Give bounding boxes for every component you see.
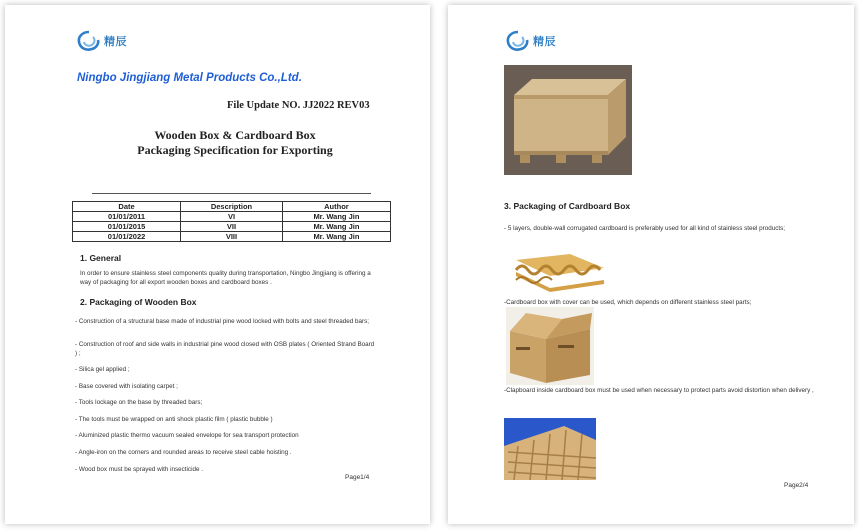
list-item: - Construction of a structural base made of industrial pine wood locked with bolts and steel threaded bars;	[75, 318, 370, 325]
list-item: -Clapboard inside cardboard box must be used when necessary to protect parts avoid distortion when delivery ,	[504, 387, 814, 394]
logo-text: 精辰	[104, 36, 127, 48]
cell-author: Mr. Wang Jin	[282, 222, 390, 232]
section-heading-general: 1. General	[80, 253, 122, 263]
general-paragraph: In order to ensure stainless steel components quality during transportation, Ningbo Jingjiang is offering a way of packaging for all export wooden boxes and cardboard boxes .	[80, 270, 371, 286]
header-description: Description	[181, 202, 283, 212]
table-header-row	[73, 202, 391, 212]
title-line-1: Wooden Box & Cardboard Box	[154, 128, 316, 142]
list-item: - 5 layers, double-wall corrugated cardboard is preferably used for all kind of stainless steel products;	[504, 225, 786, 232]
list-item: - Aluminized plastic thermo vacuum sealed envelope for sea transport protection	[75, 432, 299, 439]
list-item: - Construction of roof and side walls in industrial pine wood closed with OSB plates ( Oriented Strand Board ) ;	[75, 341, 375, 357]
document-page-1	[5, 5, 430, 524]
cell-description: VII	[181, 222, 283, 232]
cell-author: Mr. Wang Jin	[282, 232, 390, 242]
list-item: - Tools lockage on the base by threaded bars;	[75, 399, 203, 406]
corrugated-cardboard-illustration	[512, 250, 607, 295]
list-item: - The tools must be wrapped on anti shock plastic film ( plastic bubble )	[75, 416, 273, 423]
cell-date: 01/01/2022	[73, 232, 181, 242]
table-row	[73, 232, 391, 242]
section-heading-cardboard-box: 3. Packaging of Cardboard Box	[504, 201, 631, 211]
list-item: -Cardboard box with cover can be used, which depends on different stainless steel parts;	[504, 299, 752, 306]
revision-table	[72, 201, 391, 242]
logo-swirl-icon	[505, 29, 531, 53]
page-number: Page1/4	[345, 474, 370, 481]
file-update-number: File Update NO. JJ2022 REV03	[227, 100, 370, 111]
header-author: Author	[282, 202, 390, 212]
cell-date: 01/01/2015	[73, 222, 181, 232]
title-line-2: Packaging Specification for Exporting	[137, 143, 333, 157]
clapboard-divider-photo	[504, 418, 596, 480]
document-title	[95, 128, 375, 158]
list-item: - Wood box must be sprayed with insecticide .	[75, 466, 203, 473]
divider	[92, 193, 371, 194]
list-item: - Angle-iron on the corners and rounded areas to receive steel cable hoisting .	[75, 449, 292, 456]
corrugated-cardboard-image	[512, 250, 607, 295]
cardboard-box-illustration	[506, 307, 594, 385]
table-row	[73, 222, 391, 232]
clapboard-divider-illustration	[504, 418, 596, 480]
logo-text: 精辰	[533, 36, 556, 48]
company-name: Ningbo Jingjiang Metal Products Co.,Ltd.	[77, 72, 302, 84]
wooden-crate-illustration	[504, 65, 632, 175]
cell-author: Mr. Wang Jin	[282, 212, 390, 222]
cell-description: VI	[181, 212, 283, 222]
list-item: - Silica gel applied ;	[75, 366, 130, 373]
section-heading-wooden-box: 2. Packaging of Wooden Box	[80, 297, 197, 307]
list-item: - Base covered with isolating carpet ;	[75, 383, 178, 390]
table-row	[73, 212, 391, 222]
document-page-2	[448, 5, 854, 524]
company-logo	[76, 29, 127, 53]
cell-description: VIII	[181, 232, 283, 242]
wooden-crate-photo	[504, 65, 632, 175]
page-number: Page2/4	[784, 482, 809, 489]
header-date: Date	[73, 202, 181, 212]
cardboard-box-photo	[506, 307, 594, 385]
company-logo	[505, 29, 556, 53]
cell-date: 01/01/2011	[73, 212, 181, 222]
logo-swirl-icon	[76, 29, 102, 53]
